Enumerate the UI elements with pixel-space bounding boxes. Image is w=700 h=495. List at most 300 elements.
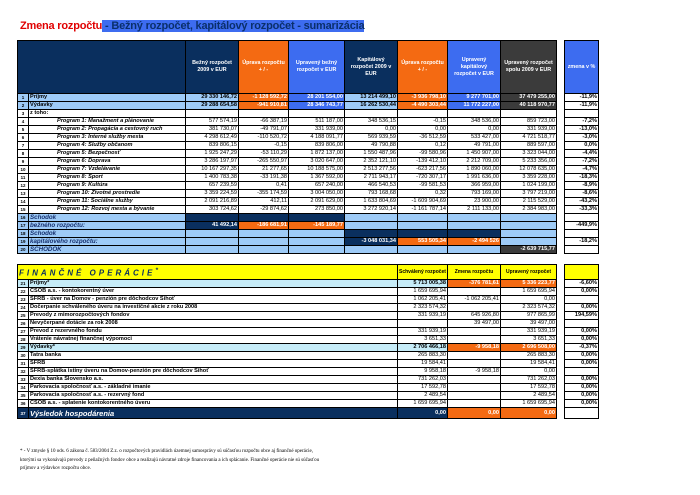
value-cell: 37 479 255,00 [501,94,557,102]
pct-cell: -11,9% [565,102,599,110]
value-cell: -3 936 798,10 [398,94,448,102]
pct-cell [565,368,599,376]
row-number: 5 [18,126,29,134]
fin-label: ŠFRB - úver na Domov - penzión pre dôchodcov Sihoť [29,296,398,304]
title-highlight: Zmena rozpočtu [20,20,103,32]
row-number: 20 [18,246,29,254]
table-row [18,174,599,182]
pct-cell: -6,60% [565,280,599,288]
fin-label: Prevod z rezervného fondu [29,328,398,336]
value-cell: 0,32 [398,190,448,198]
value-cell: 0,00 [448,126,501,134]
value-cell: 3 359 228,00 [501,174,557,182]
value-cell: -36 512,59 [398,134,448,142]
value-cell: 1 633 804,69 [345,198,398,206]
header-blank [18,41,186,94]
result-label: Výsledok hospodárenia [29,408,398,419]
value-cell: 859 723,00 [501,118,557,126]
value-cell: 21 277,65 [239,166,289,174]
value-cell: 49 790,88 [345,142,398,150]
value-cell [186,110,239,118]
value-cell [289,110,345,118]
pct-cell: 0,00% [565,304,599,312]
value-cell: 9 958,18 [398,368,448,376]
row-label: z toho: [29,110,186,118]
value-cell: 2 384 983,00 [501,206,557,214]
pct-cell [565,230,599,238]
value-cell [239,214,289,222]
value-cell: 1 550 487,96 [345,150,398,158]
table-row [18,182,599,190]
value-cell: 17 592,78 [501,384,557,392]
row-number: 35 [18,392,29,400]
value-cell: -49 791,07 [239,126,289,134]
pct-cell: 0,00% [565,352,599,360]
table-row [18,110,599,118]
value-cell: 0,12 [398,142,448,150]
row-number: 23 [18,296,29,304]
table-row [18,150,599,158]
header-current-adjusted: Upravený bežný rozpočet v EUR [289,41,345,94]
value-cell [448,360,501,368]
value-cell: -186 681,91 [239,222,289,230]
row-number: 31 [18,360,29,368]
result-row [18,408,599,419]
value-cell [448,214,501,222]
value-cell [448,384,501,392]
value-cell: 9 277 701,00 [448,94,501,102]
pct-cell: 0,00% [565,288,599,296]
row-number: 11 [18,174,29,182]
value-cell [448,230,501,238]
row-number: 18 [18,230,29,238]
row-number: 16 [18,214,29,222]
value-cell: 265 883,30 [501,352,557,360]
value-cell: 39 497,00 [448,320,501,328]
value-cell [501,110,557,118]
deficit-row [18,222,599,230]
value-cell [186,238,239,246]
row-number: 8 [18,150,29,158]
fin-row [18,368,599,376]
value-cell [448,222,501,230]
row-number: 21 [18,280,29,288]
value-cell: 19 584,41 [398,360,448,368]
value-cell: 348 536,15 [345,118,398,126]
value-cell: 533 427,00 [448,134,501,142]
value-cell [239,230,289,238]
fin-header-pct [565,265,599,280]
value-cell: -145 189,77 [289,222,345,230]
value-cell: 13 214 499,10 [345,94,398,102]
value-cell: 331 939,00 [289,126,345,134]
value-cell [448,110,501,118]
row-number: 27 [18,328,29,336]
value-cell: -1 128 592,72 [239,94,289,102]
row-number: 15 [18,206,29,214]
value-cell: 2 696 508,00 [501,344,557,352]
fin-row [18,328,599,336]
fin-header-row [18,265,599,280]
pct-cell: 0,00% [565,328,599,336]
value-cell: 3 004 050,00 [289,190,345,198]
value-cell: 1 659 695,94 [398,400,448,408]
pct-cell: -8,9% [565,182,599,190]
row-label: Výdavky [29,102,186,110]
value-cell [239,238,289,246]
value-cell [398,246,448,254]
value-cell: 0,00 [501,368,557,376]
value-cell: -623 217,56 [398,166,448,174]
value-cell: 5 336 223,77 [501,280,557,288]
value-cell [345,110,398,118]
row-label: Príjmy [29,94,186,102]
pct-cell [565,214,599,222]
value-cell: 5 233 356,00 [501,158,557,166]
value-cell [398,214,448,222]
row-label: Program 1: Manažment a plánovanie [29,118,186,126]
table-row [18,126,599,134]
value-cell [448,352,501,360]
pct-cell: -43,2% [565,198,599,206]
value-cell: 0,00 [398,126,448,134]
value-cell: 28 201 554,00 [289,94,345,102]
pct-cell: -8,6% [565,190,599,198]
page-title [20,20,364,32]
pct-cell: -0,37% [565,344,599,352]
value-cell: 1 062 205,41 [398,296,448,304]
row-number: 4 [18,118,29,126]
value-cell [398,110,448,118]
table-row [18,190,599,198]
row-number: 2 [18,102,29,110]
value-cell: 2 711 943,17 [345,174,398,182]
fin-header-change: Zmena rozpočtu [448,265,501,280]
row-label: Program 7: Vzdelávanie [29,166,186,174]
value-cell: -1 161 787,14 [398,206,448,214]
header-capital-adjust: Úprava rozpočtu + / - [398,41,448,94]
value-cell: 1 659 695,94 [501,400,557,408]
value-cell: 366 959,00 [448,182,501,190]
value-cell: 331 939,19 [501,328,557,336]
table-row [18,134,599,142]
value-cell: 2 706 466,18 [398,344,448,352]
row-number: 9 [18,158,29,166]
fin-row [18,384,599,392]
pct-cell [565,246,599,254]
fin-label: Nevyčerpané dotácie za rok 2008 [29,320,398,328]
value-cell: 331 939,19 [398,328,448,336]
row-number: 1 [18,94,29,102]
fin-row [18,360,599,368]
value-cell: 0,41 [239,182,289,190]
header-row [18,41,599,94]
value-cell [289,230,345,238]
value-cell [501,230,557,238]
value-cell: 0,00 [448,408,501,419]
value-cell: 49 791,00 [448,142,501,150]
fin-row [18,296,599,304]
row-number: 28 [18,336,29,344]
value-cell [448,392,501,400]
header-capital-budget: Kapitálový rozpočet 2009 v EUR [345,41,398,94]
pct-cell: -18,3% [565,174,599,182]
value-cell: 12 078 635,00 [501,166,557,174]
value-cell: 839 806,00 [289,142,345,150]
pct-cell [565,320,599,328]
value-cell: 793 168,68 [345,190,398,198]
value-cell: 2 513 277,56 [345,166,398,174]
fin-label: Tatra banka [29,352,398,360]
value-cell [239,110,289,118]
value-cell [289,246,345,254]
row-number: 24 [18,304,29,312]
fin-header-approved: Schválený rozpočet [398,265,448,280]
row-label: Program 3: Interné služby mesta [29,134,186,142]
value-cell: 2 323 574,32 [398,304,448,312]
value-cell: -265 550,97 [239,158,289,166]
value-cell: 23 900,00 [448,198,501,206]
fin-row [18,400,599,408]
value-cell: 3 272 920,14 [345,206,398,214]
value-cell: 412,11 [239,198,289,206]
value-cell: 3 286 197,97 [186,158,239,166]
value-cell: 39 497,00 [501,320,557,328]
pct-cell: 0,00% [565,336,599,344]
fin-row [18,392,599,400]
value-cell: 1 890 060,00 [448,166,501,174]
value-cell: 0,00 [501,296,557,304]
value-cell: 331 939,00 [501,126,557,134]
value-cell: -9 958,18 [448,368,501,376]
fin-row [18,304,599,312]
deficit-label: Schodok [29,230,186,238]
row-label: Program 12: Rozvoj mesta a bývanie [29,206,186,214]
value-cell: 5 713 005,38 [398,280,448,288]
value-cell: -99 581,53 [398,182,448,190]
header-total-adjusted: Upravený rozpočet spolu 2009 v EUR [501,41,557,94]
row-number: 10 [18,166,29,174]
value-cell [501,214,557,222]
value-cell: 29 330 146,72 [186,94,239,102]
header-capital-adjusted: Upravený kapitálový rozpočet v EUR [448,41,501,94]
value-cell [289,214,345,222]
row-number: 6 [18,134,29,142]
row-number: 14 [18,198,29,206]
value-cell [186,214,239,222]
value-cell: 3 651,33 [501,336,557,344]
value-cell: 793 169,00 [448,190,501,198]
title-rest: - Bežný rozpočet, kapitálový rozpočet - sumarizácia [102,20,365,32]
table-row [18,142,599,150]
pct-cell: -18,2% [565,238,599,246]
fin-label: Dexia banka Slovensko a.s. [29,376,398,384]
row-number: 12 [18,182,29,190]
value-cell: 1 367 592,00 [289,174,345,182]
value-cell: 1 991 636,00 [448,174,501,182]
row-number: 32 [18,368,29,376]
fin-label: Vrátenie návratnej finančnej výpomoci [29,336,398,344]
value-cell: 731 262,03 [398,376,448,384]
value-cell: 657 239,59 [186,182,239,190]
row-number: 7 [18,142,29,150]
value-cell: 2 091 629,00 [289,198,345,206]
value-cell: 40 118 970,77 [501,102,557,110]
row-number: 17 [18,222,29,230]
value-cell: -355 174,59 [239,190,289,198]
value-cell [448,304,501,312]
value-cell: 731 262,03 [501,376,557,384]
value-cell: 3 797 219,00 [501,190,557,198]
row-number: 22 [18,288,29,296]
fin-label: ŠFRB-splátka istiny úveru na Domov-penzión pre dôchodcov Sihoť [29,368,398,376]
value-cell: 4 721 518,77 [501,134,557,142]
row-number: 25 [18,312,29,320]
deficit-row [18,230,599,238]
value-cell: -53 110,29 [239,150,289,158]
fin-row [18,320,599,328]
value-cell: 977 865,99 [501,312,557,320]
value-cell: -4 490 303,44 [398,102,448,110]
deficit-label: Schodok [29,214,186,222]
value-cell [345,222,398,230]
value-cell: 2 111 133,00 [448,206,501,214]
row-label: Program 5: Bezpečnosť [29,150,186,158]
value-cell: -139 412,10 [398,158,448,166]
row-number: 26 [18,320,29,328]
value-cell: 3 020 647,00 [289,158,345,166]
row-label: Program 8: Šport [29,174,186,182]
value-cell: -9 958,18 [448,344,501,352]
pct-cell: -33,3% [565,206,599,214]
value-cell [345,230,398,238]
value-cell [448,328,501,336]
row-label: Program 11: Sociálne služby [29,198,186,206]
row-number: 13 [18,190,29,198]
fin-label: Výdavky* [29,344,398,352]
value-cell: 10 167 297,35 [186,166,239,174]
fin-label: Príjmy* [29,280,398,288]
deficit-label: bežného rozpočtu: [29,222,186,230]
value-cell: 17 592,78 [398,384,448,392]
pct-cell [565,296,599,304]
value-cell [501,222,557,230]
table-row [18,166,599,174]
pct-cell: 194,59% [565,312,599,320]
pct-cell: -13,0% [565,126,599,134]
fin-label: Prevody z mimorozpočtových fondov [29,312,398,320]
row-number: 30 [18,352,29,360]
value-cell: 3 651,33 [398,336,448,344]
pct-cell: -4,7% [565,166,599,174]
fin-row [18,376,599,384]
value-cell: 1 450 907,00 [448,150,501,158]
fin-label: CSOB a.s. - splatenie kontokorentného úveru [29,400,398,408]
row-number: 36 [18,400,29,408]
value-cell: -376 781,61 [448,280,501,288]
pct-cell: -11,9% [565,94,599,102]
footnote-marker: * [155,267,161,275]
value-cell: 28 346 743,77 [289,102,345,110]
value-cell: 0,00 [501,408,557,419]
value-cell: -110 520,72 [239,134,289,142]
value-cell [186,230,239,238]
row-number: 3 [18,110,29,118]
row-label: Program 6: Doprava [29,158,186,166]
pct-cell: 0,0% [565,142,599,150]
value-cell: 2 323 574,32 [501,304,557,312]
row-number: 34 [18,384,29,392]
value-cell: 1 400 783,38 [186,174,239,182]
value-cell: 2 489,54 [398,392,448,400]
pct-cell: 0,00% [565,392,599,400]
value-cell: 41 492,14 [186,222,239,230]
fin-row [18,288,599,296]
value-cell: 2 115 529,00 [501,198,557,206]
value-cell: -720 307,17 [398,174,448,182]
value-cell: -29 874,62 [239,206,289,214]
value-cell: 381 730,07 [186,126,239,134]
value-cell: 11 772 227,00 [448,102,501,110]
fin-label: Parkovacia spoločnosť a.s. - základné imanie [29,384,398,392]
value-cell: 839 806,15 [186,142,239,150]
value-cell [289,238,345,246]
value-cell: 331 939,19 [398,312,448,320]
value-cell: 553 505,34 [398,238,448,246]
value-cell: 0,00 [398,408,448,419]
pct-cell [565,408,599,419]
table-row [18,158,599,166]
value-cell: 2 212 709,00 [448,158,501,166]
fin-row [18,352,599,360]
value-cell: 889 597,00 [501,142,557,150]
row-label: Program 2: Propagácia a cestovný ruch [29,126,186,134]
fin-row [18,344,599,352]
value-cell [448,336,501,344]
pct-cell: -449,9% [565,222,599,230]
header-current-budget: Bežný rozpočet 2009 v EUR [186,41,239,94]
value-cell: 273 850,00 [289,206,345,214]
row-number: 33 [18,376,29,384]
fin-section-title [18,265,398,280]
budget-table [17,40,599,419]
value-cell [239,246,289,254]
value-cell: 19 584,41 [501,360,557,368]
value-cell: 2 352 121,10 [345,158,398,166]
value-cell [501,238,557,246]
deficit-row [18,246,599,254]
pct-cell: -7,2% [565,118,599,126]
row-label: Program 10: Životné prostredie [29,190,186,198]
deficit-label: SCHODOK [29,246,186,254]
pct-cell: -4,4% [565,150,599,158]
value-cell: 29 288 654,58 [186,102,239,110]
value-cell: 1 024 199,00 [501,182,557,190]
value-cell [398,230,448,238]
deficit-row [18,214,599,222]
row-number: 37 [18,408,29,419]
value-cell [448,246,501,254]
row-number: 29 [18,344,29,352]
value-cell: 16 262 530,44 [345,102,398,110]
header-change-pct: zmena v % [565,41,599,94]
value-cell [186,246,239,254]
fin-row [18,336,599,344]
value-cell: -1 609 904,69 [398,198,448,206]
fin-label: Dočerpanie schváleného úveru na investičné akcie z roku 2008 [29,304,398,312]
pct-cell: 0,00% [565,400,599,408]
value-cell: -0,15 [239,142,289,150]
